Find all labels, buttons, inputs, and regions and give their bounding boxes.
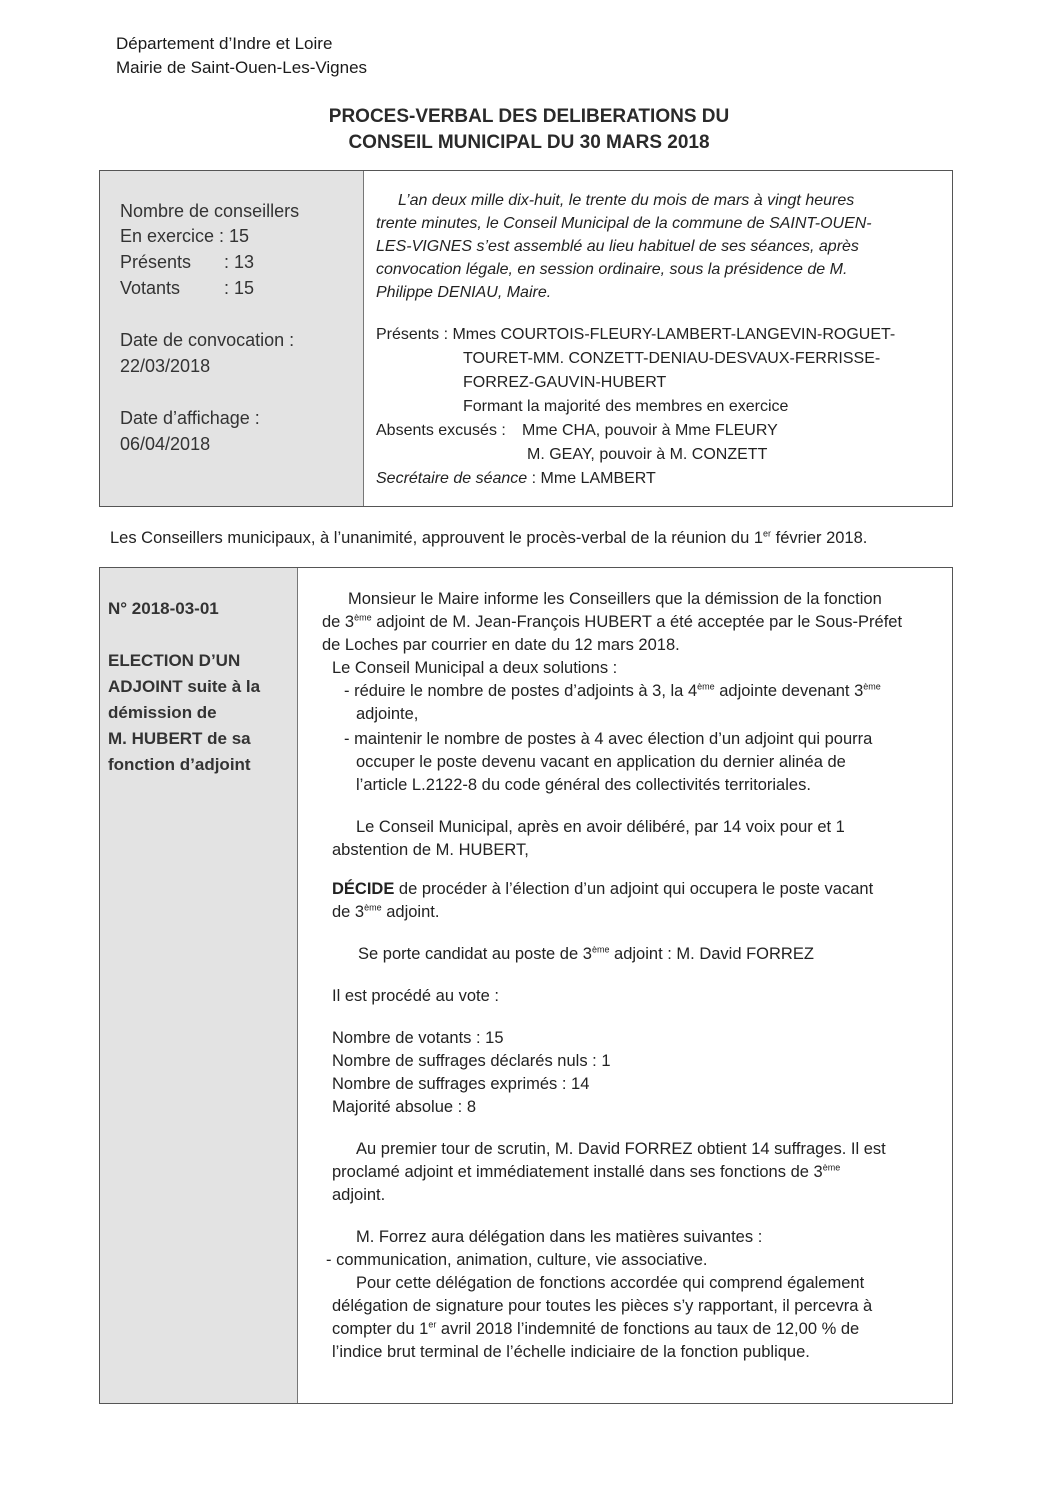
- decision-line: de 3ème adjoint.: [332, 902, 440, 921]
- indemnity-line: Pour cette délégation de fonctions accordée qui comprend également: [356, 1274, 865, 1292]
- decide-word: DÉCIDE: [332, 880, 395, 898]
- presents-count: : 13: [224, 252, 255, 272]
- scrutin-line: Au premier tour de scrutin, M. David FORREZ obtient 14 suffrages. Il est: [356, 1140, 886, 1158]
- solution-1-cont: adjointe,: [356, 705, 419, 723]
- counts-heading: Nombre de conseillers: [120, 201, 300, 221]
- solutions-intro: Le Conseil Municipal a deux solutions :: [332, 659, 618, 677]
- intro-line: Philippe DENIAU, Maire.: [376, 284, 552, 301]
- affichage-date: 06/04/2018: [120, 434, 211, 454]
- body-line: de 3ème adjoint de M. Jean-François HUBERT a été acceptée par le Sous-Préfet: [322, 612, 903, 631]
- department-line: Département d’Indre et Loire: [116, 34, 333, 53]
- vote-intro: abstention de M. HUBERT,: [332, 841, 529, 859]
- intro-line: convocation légale, en session ordinaire, sous la présidence de M.: [376, 261, 848, 278]
- vote-result: Nombre de suffrages déclarés nuls : 1: [332, 1052, 611, 1070]
- delegation-intro: M. Forrez aura délégation dans les matières suivantes :: [356, 1228, 763, 1246]
- indemnity-line: l’indice brut terminal de l’échelle indiciaire de la fonction publique.: [332, 1343, 810, 1361]
- decision-line: DÉCIDE de procéder à l’élection d’un adjoint qui occupera le poste vacant: [332, 880, 874, 898]
- subject-line: fonction d’adjoint: [108, 755, 251, 774]
- mairie-line: Mairie de Saint-Ouen-Les-Vignes: [116, 58, 368, 77]
- scrutin-line: proclamé adjoint et immédiatement installé dans ses fonctions de 3ème: [332, 1162, 841, 1181]
- absent-entry: Mme CHA, pouvoir à Mme FLEURY: [522, 422, 778, 439]
- absent-entry: M. GEAY, pouvoir à M. CONZETT: [527, 446, 768, 463]
- subject-line: M. HUBERT de sa: [108, 729, 251, 748]
- approval-sup: er: [763, 528, 772, 539]
- majorite-line: Formant la majorité des membres en exercice: [463, 398, 789, 415]
- scrutin-line: adjoint.: [332, 1186, 386, 1204]
- body-line: Monsieur le Maire informe les Conseillers que la démission de la fonction: [348, 590, 882, 608]
- intro-line: trente minutes, le Conseil Municipal de la commune de SAINT-OUEN-: [376, 215, 872, 232]
- vote-result: Nombre de votants : 15: [332, 1029, 504, 1047]
- affichage-label: Date d’affichage :: [120, 408, 260, 428]
- presents-label: Présents: [120, 252, 192, 272]
- secretaire-label: Secrétaire de séance: [376, 470, 528, 487]
- presents-line: Présents : Mmes COURTOIS-FLEURY-LAMBERT-LANGEVIN-ROGUET-: [376, 326, 896, 343]
- absents-label: Absents excusés :: [376, 422, 506, 439]
- votants-label: Votants: [120, 278, 181, 298]
- indemnity-line: compter du 1er avril 2018 l’indemnité de fonctions au taux de 12,00 % de: [332, 1319, 860, 1338]
- presents-line: FORREZ-GAUVIN-HUBERT: [463, 374, 667, 391]
- candidate-line: Se porte candidat au poste de 3ème adjoint : M. David FORREZ: [358, 944, 814, 963]
- deliberation-box: [99, 567, 953, 1404]
- deliberation-number: N° 2018-03-01: [108, 599, 219, 618]
- document-title-line2: CONSEIL MUNICIPAL DU 30 MARS 2018: [348, 132, 710, 153]
- vote-procedure: Il est procédé au vote :: [332, 987, 499, 1005]
- secretaire-line: [376, 467, 656, 490]
- solution-2-cont: occuper le poste devenu vacant en application du dernier alinéa de: [356, 753, 846, 771]
- document-title-line1: PROCES-VERBAL DES DELIBERATIONS DU: [328, 106, 730, 127]
- body-line: de Loches par courrier en date du 12 mars 2018.: [322, 636, 680, 654]
- vote-result: Majorité absolue : 8: [332, 1098, 476, 1116]
- subject-line: ELECTION D’UN: [108, 651, 241, 670]
- delegation-list: - communication, animation, culture, vie associative.: [326, 1251, 708, 1269]
- en-exercice: En exercice : 15: [120, 226, 250, 246]
- solution-2-cont: l’article L.2122-8 du code général des collectivités territoriales.: [356, 776, 811, 794]
- vote-result: Nombre de suffrages exprimés : 14: [332, 1075, 590, 1093]
- approval-statement: [110, 527, 867, 550]
- approval-text: Les Conseillers municipaux, à l’unanimité, approuvent le procès-verbal de la réunion du 1: [110, 529, 764, 547]
- indemnity-line: délégation de signature pour toutes les pièces s’y rapportant, il percevra à: [332, 1297, 873, 1315]
- intro-line: LES-VIGNES s’est assemblé au lieu habituel de ses séances, après: [376, 238, 859, 255]
- votants-count: : 15: [224, 278, 255, 298]
- convocation-date: 22/03/2018: [120, 356, 211, 376]
- solution-1: - réduire le nombre de postes d’adjoints à 3, la 4ème adjointe devenant 3ème: [344, 681, 881, 700]
- intro-line: L’an deux mille dix-huit, le trente du mois de mars à vingt heures: [398, 192, 855, 209]
- secretaire-value: : Mme LAMBERT: [527, 470, 656, 487]
- deliberation-subject-panel: [100, 568, 298, 1403]
- council-counts-panel: [100, 171, 364, 506]
- presents-line: TOURET-MM. CONZETT-DENIAU-DESVAUX-FERRISSE-: [463, 350, 881, 367]
- subject-line: démission de: [108, 703, 217, 722]
- session-info-box: [99, 170, 953, 507]
- vote-intro: Le Conseil Municipal, après en avoir délibéré, par 14 voix pour et 1: [356, 818, 845, 836]
- subject-line: ADJOINT suite à la: [108, 677, 261, 696]
- approval-text-end: février 2018.: [771, 529, 868, 547]
- solution-2: - maintenir le nombre de postes à 4 avec élection d’un adjoint qui pourra: [344, 730, 873, 748]
- convocation-label: Date de convocation :: [120, 330, 295, 350]
